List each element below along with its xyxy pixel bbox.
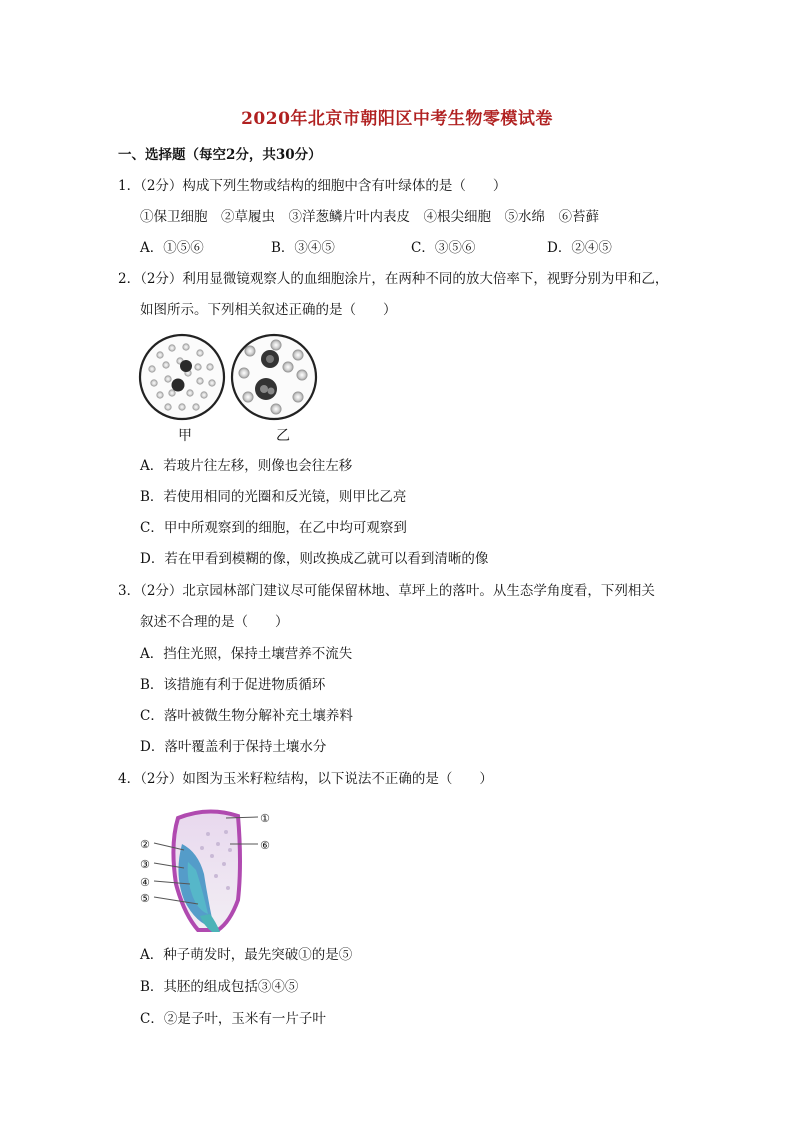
question-3-option-a: A．挡住光照，保持土壤营养不流失 bbox=[140, 646, 353, 662]
question-4-stem: 4．（2分）如图为玉米籽粒结构，以下说法不正确的是（ ） bbox=[118, 771, 493, 787]
section-heading: 一、选择题（每空2分，共30分） bbox=[118, 147, 322, 163]
kernel-label-5: ⑤ bbox=[140, 892, 150, 905]
question-2-stem-line2: 如图所示。下列相关叙述正确的是（ ） bbox=[140, 302, 397, 318]
figure-caption-jia: 甲 bbox=[178, 428, 192, 444]
corn-kernel-figure bbox=[138, 804, 278, 934]
question-3-stem-line1: 3．（2分）北京园林部门建议尽可能保留林地、草坪上的落叶。从生态学角度看，下列相关 bbox=[118, 583, 655, 599]
kernel-label-4: ④ bbox=[140, 876, 150, 889]
question-1-option-d: D．②④⑤ bbox=[547, 240, 612, 256]
question-2-option-b: B．若使用相同的光圈和反光镜，则甲比乙亮 bbox=[140, 489, 407, 505]
kernel-label-6: ⑥ bbox=[260, 839, 270, 852]
field-yi bbox=[232, 335, 316, 419]
figure-caption-yi: 乙 bbox=[276, 428, 290, 444]
question-4-option-b: B．其胚的组成包括③④⑤ bbox=[140, 979, 299, 995]
blood-cell-micrograph-figure bbox=[138, 333, 328, 423]
question-2-option-a: A．若玻片往左移，则像也会往左移 bbox=[140, 458, 353, 474]
question-3-option-c: C．落叶被微生物分解补充土壤养料 bbox=[140, 708, 353, 724]
question-1-stem: 1．（2分）构成下列生物或结构的细胞中含有叶绿体的是（ ） bbox=[118, 178, 507, 194]
question-1-option-b: B．③④⑤ bbox=[271, 240, 335, 256]
question-2-option-c: C．甲中所观察到的细胞，在乙中均可观察到 bbox=[140, 520, 407, 536]
question-1-option-c: C．③⑤⑥ bbox=[411, 240, 476, 256]
question-3-option-d: D．落叶覆盖利于保持土壤水分 bbox=[140, 739, 327, 755]
question-4-option-a: A．种子萌发时，最先突破①的是⑤ bbox=[140, 947, 353, 963]
kernel-label-3: ③ bbox=[140, 858, 150, 871]
kernel-label-2: ② bbox=[140, 838, 150, 851]
question-3-stem-line2: 叙述不合理的是（ ） bbox=[140, 614, 289, 630]
question-2-stem-line1: 2．（2分）利用显微镜观察人的血细胞涂片，在两种不同的放大倍率下，视野分别为甲和乙， bbox=[118, 271, 669, 287]
question-1-items: ①保卫细胞 ②草履虫 ③洋葱鳞片叶内表皮 ④根尖细胞 ⑤水绵 ⑥苔藓 bbox=[140, 209, 599, 225]
question-4-option-c: C．②是子叶，玉米有一片子叶 bbox=[140, 1011, 326, 1027]
question-3-option-b: B．该措施有利于促进物质循环 bbox=[140, 677, 326, 693]
kernel-label-1: ① bbox=[260, 812, 270, 825]
field-jia bbox=[140, 335, 224, 419]
question-1-option-a: A．①⑤⑥ bbox=[140, 240, 204, 256]
page-title: 2020年北京市朝阳区中考生物零模试卷 bbox=[241, 109, 553, 129]
question-2-option-d: D．若在甲看到模糊的像，则改换成乙就可以看到清晰的像 bbox=[140, 551, 489, 567]
